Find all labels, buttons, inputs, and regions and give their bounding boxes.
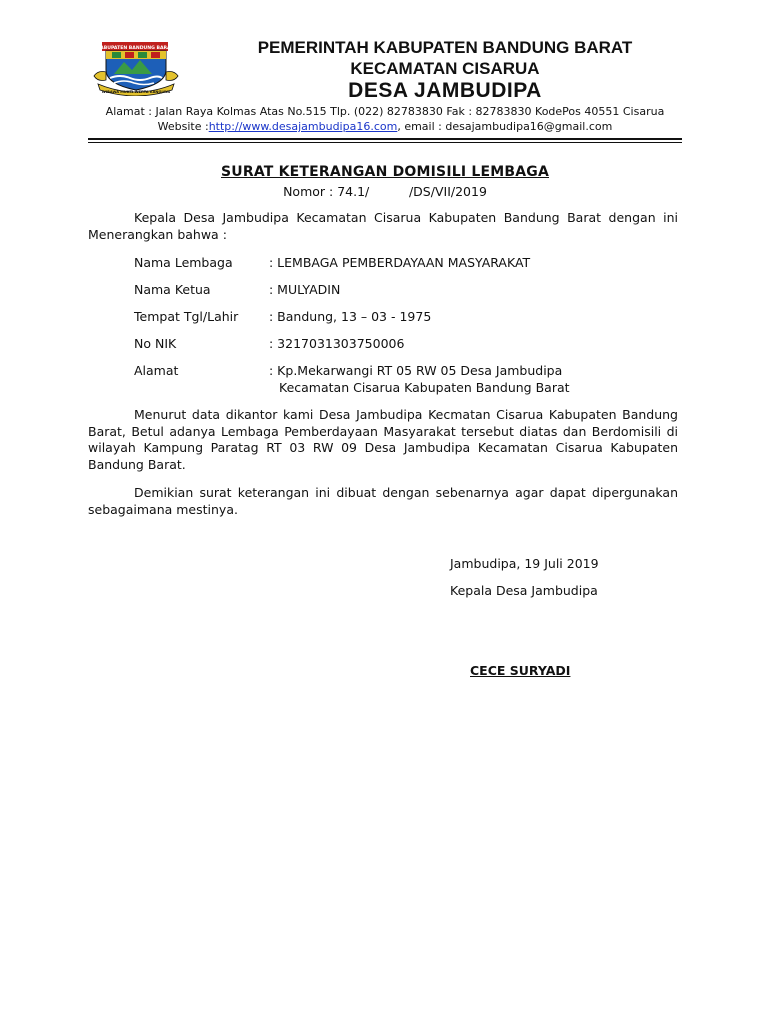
- letterhead-government: PEMERINTAH KABUPATEN BANDUNG BARAT: [257, 38, 633, 57]
- field-label: No NIK: [134, 336, 177, 351]
- regency-logo: [92, 40, 180, 96]
- field-value-continuation: Kecamatan Cisarua Kabupaten Bandung Barat: [279, 380, 570, 395]
- letter-number: Nomor : 74.1/ /DS/VII/2019: [283, 184, 487, 199]
- closing-paragraph: Demikian surat keterangan ini dibuat dengan sebenarnya agar dapat dipergunakan sebagaimana mestinya.: [88, 485, 678, 517]
- signer-name: CECE SURYADI: [470, 663, 571, 678]
- intro-paragraph: Kepala Desa Jambudipa Kecamatan Cisarua Kabupaten Bandung Barat dengan ini Menerangkan bahwa :: [88, 210, 678, 242]
- field-value: : 3217031303750006: [269, 336, 405, 351]
- letterhead-rule-thin: [88, 142, 682, 143]
- place-date: Jambudipa, 19 Juli 2019: [450, 556, 599, 571]
- field-value: : Bandung, 13 – 03 - 1975: [269, 309, 432, 324]
- letterhead-web-email: [90, 119, 680, 134]
- email-text: , email : desajambudipa16@gmail.com: [397, 120, 613, 133]
- letterhead-rule-thick: [88, 138, 682, 140]
- website-link[interactable]: http://www.desajambudipa16.com: [208, 120, 398, 133]
- letterhead-address: Alamat : Jalan Raya Kolmas Atas No.515 Tlp. (022) 82783830 Fak : 82783830 KodePos 40551 Cisarua: [105, 105, 665, 118]
- letter-title: SURAT KETERANGAN DOMISILI LEMBAGA: [221, 164, 549, 180]
- field-label: Nama Lembaga: [134, 255, 233, 270]
- field-label: Nama Ketua: [134, 282, 211, 297]
- letterhead-district: KECAMATAN CISARUA: [350, 59, 540, 78]
- field-label: Tempat Tgl/Lahir: [134, 309, 239, 324]
- field-value: : MULYADIN: [269, 282, 341, 297]
- letterhead-village: DESA JAMBUDIPA: [348, 79, 542, 102]
- website-prefix: Website :: [157, 120, 209, 133]
- field-value: : Kp.Mekarwangi RT 05 RW 05 Desa Jambudipa: [269, 363, 563, 378]
- letterhead-contact: [90, 104, 680, 134]
- field-value: : LEMBAGA PEMBERDAYAAN MASYARAKAT: [269, 255, 531, 270]
- field-label: Alamat: [134, 363, 179, 378]
- signer-title: Kepala Desa Jambudipa: [450, 583, 598, 598]
- body-paragraph: Menurut data dikantor kami Desa Jambudipa Kecmatan Cisarua Kabupaten Bandung Barat, Betul adanya Lembaga Pemberdayaan Masyarakat tersebut diatas dan Berdomisili di wilayah Kampung Paratag RT 03 RW 09 Desa Jambudipa Kecamatan Cisarua Kabupaten Bandung Barat.: [88, 407, 678, 472]
- svg-text:KABUPATEN BANDUNG BARAT: KABUPATEN BANDUNG BARAT: [96, 46, 174, 51]
- svg-text:WIBAWA MUKTI WERTA KANGJAYA: WIBAWA MUKTI WERTA KANGJAYA: [101, 90, 171, 94]
